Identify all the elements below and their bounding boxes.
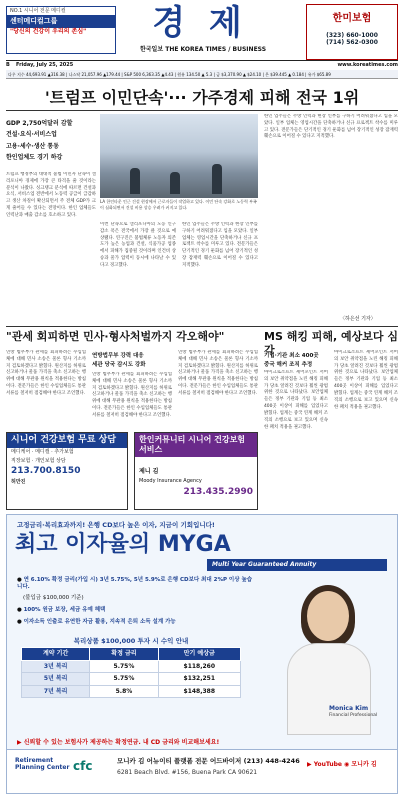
table-cell: 5.75% [90, 673, 158, 686]
myga-tagline: Multi Year Guaranteed Annuity [207, 559, 387, 571]
retirement-planning-logo: Retirement Planning Center [15, 757, 70, 772]
ad-insurance-tel1: (323) 660-1000 [326, 31, 378, 39]
story2-body-col1: 연방 법무부가 관세를 회피하려는 수입업체에 대해 민사 소송은 물론 형사 기소까지 검토하겠다고 밝혔다. 원산지를 허위로 신고하거나 물품 가격을 축소 신고하는 행위에 대해 무관용 원칙을 적용한다는 방침이다. 전문가들은 한인 수입업체들도 통관 서류를 철저히 점검해야 한다고 조언했다. [6, 350, 86, 396]
main-subhead: GDP 2,750억달러 감할 [6, 120, 73, 127]
section-letter: B [6, 62, 10, 68]
worker-figure [212, 164, 222, 194]
myga-bullet-text: 이자소득 인출로 유연한 자금 활용, 지속적 은퇴 소득 설계 가능 [23, 619, 176, 625]
worker-figure [170, 172, 180, 194]
date: Friday, July 25, 2025 [16, 62, 74, 68]
myga-bullet: (불입금 $100,000 기준) [23, 595, 84, 601]
story2-subhead: 세관 당국 감시도 강화 [92, 362, 146, 369]
main-subhead: 고용·세수·생산 통동 [6, 142, 60, 150]
myga-top: 고정금리·복리효과까지! 은행 CD보다 높은 이자, 지금이 기회입니다! [17, 521, 215, 529]
story2-subhead: 연방법무부 강력 대응 [92, 353, 144, 359]
table-row [22, 673, 241, 686]
advisor-photo [269, 585, 389, 735]
worker-figure [130, 168, 140, 194]
advisor-face [307, 591, 349, 641]
social-links[interactable]: ▶ YouTube ◉ 모니카 김 [307, 761, 377, 768]
myga-bullet-text: 연 6.10% 확정 금리(가입 시) 3년 5.75%, 5년 5.9%로 은행 CD보다 최대 2%P 이상 높습니다. [17, 577, 253, 590]
myga-bullet-text: 100% 원금 보장, 세금 유예 혜택 [23, 607, 106, 613]
story2-body-col3: 연방 법무부가 관세를 회피하려는 수입업체에 대해 민사 소송은 물론 형사 기소까지 검토하겠다고 밝혔다. 원산지를 허위로 신고하거나 물품 가격을 축소 신고하는 행위에 대해 무관용 원칙을 적용한다는 방침이다. 전문가들은 한인 수입업체들도 통관 서류를 철저히 점검해야 한다고 조언했다. [178, 350, 258, 396]
ad-senior-name: 허만진 [11, 479, 26, 485]
byline: 〈하은선 기자〉 [340, 316, 376, 322]
main-subhead: 건설·요식·서비스업 [6, 131, 57, 139]
main-body-col1: 트럼프 행정부의 대대적 불법 이민자 단속이 캘리포니아 경제에 가장 큰 타격을 줄 것이라는 분석이 나왔다. 싱크탱크 분석에 따르면 건설과 요식, 서비스업 전반에서 노동력 공급이 급감하고 생산 차질이 확산되면서 주 전체 GDP가 크게 줄어들 수 있다는 전망이다. 한인 업체들도 인력난과 매출 감소를 호소하고 있다. [6, 172, 96, 218]
myga-rate-table [21, 647, 241, 698]
advisor-body [287, 643, 371, 735]
advisor-title: Financial Professional [329, 713, 378, 718]
ad-medical-slogan: "당신의 건강이 우리의 존심" [10, 28, 87, 35]
website: www.koreatimes.com [337, 62, 398, 68]
section-title: 경 제 [152, 3, 248, 43]
story3-body-col1: 마이크로소프트 셰어포인트 서버의 보안 취약점을 노린 해킹 피해가 당초 알려진 것보다 훨씬 광범위한 것으로 나타났다. 보안업체들은 정부 기관과 기업 등 최소 400곳 이상이 피해를 입었다고 밝혔다. 업계는 중국 연계 해커 조직의 소행으로 보고 있으며 신속한 패치 적용을 권고했다. [264, 370, 328, 430]
story3-body-col2: 마이크로소프트 셰어포인트 서버의 보안 취약점을 노린 해킹 피해가 당초 알려진 것보다 훨씬 광범위한 것으로 나타났다. 보안업체들은 정부 기관과 기업 등 최소 400곳 이상이 피해를 입었다고 밝혔다. 업계는 중국 연계 해커 조직의 소행으로 보고 있으며 신속한 패치 적용을 권고했다. [334, 350, 398, 410]
story2-subheads [92, 352, 172, 371]
main-body-col2: 이번 단속으로 캘리포니아의 노동 인구 감소 폭은 전국에서 가장 클 것으로 예상됐다. 연구진은 불법체류 노동자 의존도가 높은 농업과 건설, 식품가공 업종에서 피해가 집중될 것이라며 인건비 상승과 물가 압력이 동시에 나타날 수 있다고 경고했다. [100, 222, 176, 268]
masthead [0, 0, 404, 70]
myga-address: 6281 Beach Blvd. #156, Buena Park CA 90621 [117, 769, 258, 776]
ad-senior-line: 메디케어 · 메디캘 · 추가보험 [11, 449, 74, 456]
myga-headline: 최고 이자율의 MYGA [15, 532, 231, 557]
cfc-logo: cfc [73, 759, 93, 773]
story2-headline: "관세 회피하면 민사·형사처벌까지 각오해야" [6, 330, 225, 343]
divider [6, 110, 398, 111]
ad-community-tel[interactable]: 213.435.2990 [183, 486, 253, 497]
main-photo [100, 114, 258, 198]
ad-insurance-tel2: (714) 562-0300 [326, 39, 378, 46]
table-cell: $118,260 [158, 660, 240, 673]
story2-body-col2: 연방 법무부가 관세를 회피하려는 수입업체에 대해 민사 소송은 물론 형사 기소까지 검토하겠다고 밝혔다. 원산지를 허위로 신고하거나 물품 가격을 축소 신고하는 행위에 대해 무관용 원칙을 적용한다는 방침이다. 전문가들은 한인 수입업체들도 통관 서류를 철저히 점검해야 한다고 조언했다. [92, 372, 172, 418]
ad-senior-title: 시니어 건강보험 무료 상담 [7, 433, 127, 448]
myga-ask: ▶ 신뢰할 수 있는 보험사가 제공하는 확정연금. 내 CD 금리와 비교해보세요! [17, 739, 220, 746]
table-header: 확정 금리 [90, 648, 158, 661]
ad-medical-group[interactable] [6, 6, 116, 54]
ad-insurance-name: 한미보험 [332, 13, 372, 24]
divider [6, 326, 398, 327]
ad-medical-name: 센터메디컬그룹 [7, 15, 115, 28]
main-subhead: 한인업체도 경기 하강 [6, 154, 63, 162]
table-cell: 5년 복리 [22, 673, 90, 686]
ad-community-agent: 제니 김 [139, 468, 159, 475]
table-cell: $132,251 [158, 673, 240, 686]
myga-table-caption: 복리상품 $100,000 투자 시 수익 안내 [73, 637, 189, 645]
ad-senior-tel[interactable]: 213.700.8150 [11, 465, 81, 476]
ad-community-insurance[interactable] [134, 432, 258, 510]
table-row [22, 660, 241, 673]
myga-contact[interactable]: 모니카 김 어뉴이티 플랫폼 전문 어드바이저 (213) 448-4246 [117, 757, 300, 765]
market-ticker: 다우 지수 44,693.91 ▲316.38 | 나스닥 21,057.96 ▲179.44 | S&P 500 6,363.35 ▲4.43 | 원유 134.50 ▲ 5.3 | 금 $3,370.90 ▲ $24.10 | 은 $39.445 ▲ 0.184 | 유가 $65.89 [6, 70, 398, 79]
ad-senior-line: 직장보험 · 개인보험 상담 [11, 457, 66, 464]
table-cell: $148,388 [158, 685, 240, 698]
table-cell: 7년 복리 [22, 685, 90, 698]
table-header: 만기 예상금 [158, 648, 240, 661]
table-cell: 5.75% [90, 660, 158, 673]
myga-bullet: ● 이자소득 인출로 유연한 자금 활용, 지속적 은퇴 소득 설계 가능 [17, 619, 176, 625]
story3-subheads [264, 352, 330, 371]
table-row [22, 685, 241, 698]
ad-insurance-header[interactable] [306, 4, 398, 60]
main-body-col4: 한인 업주들은 주방 인력과 현장 인부를 구하기 어려워졌다고 입을 모았다. 일부 업체는 영업시간을 단축하거나 신규 프로젝트 착수를 미루고 있다. 전문가들은 단기적인 경기 둔화를 넘어 장기적인 성장 잠재력 훼손으로 이어질 수 있다고 지적했다. [264, 114, 398, 140]
story3-subhead: 기업·기관 최소 400곳 [264, 353, 319, 359]
story3-headline: MS 해킹 피해, 예상보다 심각 [264, 330, 398, 357]
ad-myga[interactable] [6, 514, 398, 794]
story3-subhead: 중국 해커 조직 추정 [264, 362, 313, 369]
ad-community-title: 한인커뮤니티 시니어 건강보험 서비스 [135, 433, 257, 457]
section-subtitle: 한국일보 THE KOREA TIMES / BUSINESS [139, 46, 267, 53]
table-cell: 5.8% [90, 685, 158, 698]
advisor-name: Monica Kim [329, 705, 369, 712]
ad-senior-insurance[interactable] [6, 432, 128, 510]
myga-bullet: ● 연 6.10% 확정 금리(가입 시) 3년 5.75%, 5년 5.9%로 은행 CD보다 최대 2%P 이상 높습니다. [17, 577, 253, 590]
ad-community-firm: Moody Insurance Agency [139, 477, 202, 484]
ad-medical-tagline: NO.1 시니어 전문 메디컬 [10, 8, 66, 14]
photo-caption: LA 한인타운 인근 건설 현장에서 근로자들이 작업하고 있다. 이민 단속 강화로 노동력 부족이 심화되면서 건설 비용 상승 우려가 커지고 있다. [100, 199, 257, 210]
main-headline: '트럼프 이민단속'··· 가주경제 피해 전국 1위 [44, 88, 360, 107]
myga-bullet: ● 100% 원금 보장, 세금 유예 혜택 [17, 607, 106, 613]
table-header: 계약 기간 [22, 648, 90, 661]
dateline [6, 60, 398, 69]
main-subheads [6, 118, 96, 164]
main-body-col3: 한인 업주들은 주방 인력과 현장 인부를 구하기 어려워졌다고 입을 모았다. 일부 업체는 영업시간을 단축하거나 신규 프로젝트 착수를 미루고 있다. 전문가들은 단기적인 경기 둔화를 넘어 장기적인 성장 잠재력 훼손으로 이어질 수 있다고 지적했다. [182, 222, 258, 268]
table-cell: 3년 복리 [22, 660, 90, 673]
